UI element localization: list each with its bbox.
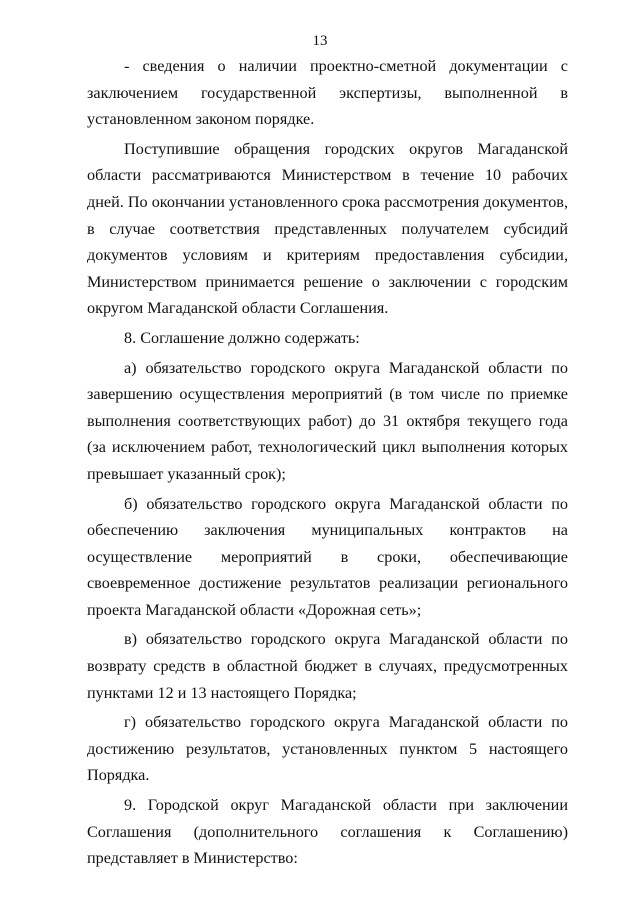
paragraph-section-8-heading: 8. Соглашение должно содержать: bbox=[124, 328, 360, 347]
paragraph-item-v: в) обязательство городского округа Магаданской области по возврату средств в областной бюджет в случаях, предусмотренных пунктами 12 и 13 настоящего Порядка; bbox=[87, 630, 568, 702]
paragraph-item-a: а) обязательство городского округа Магаданской области по завершению осуществления мероприятий (в том числе по приемке выполнения соответствующих работ) до 31 октября текущего года (за исключением работ, технологический цикл выполнения которых превышает указанный срок); bbox=[87, 358, 568, 483]
paragraph-review-procedure: Поступившие обращения городских округов Магаданской области рассматриваются Министерством в течение 10 рабочих дней. По окончании установленного срока рассмотрения документов, в случае соответствия представленных получателем субсидий документов условиям и критериям предоставления субсидии, Министерством принимается решение о заключении с городским округом Магаданской области Соглашения. bbox=[87, 139, 568, 318]
paragraph-item-b: б) обязательство городского округа Магаданской области по обеспечению заключения муниципальных контрактов на осуществление мероприятий в сроки, обеспечивающие своевременное достижение результатов реализации регионального проекта Магаданской области «Дорожная сеть»; bbox=[87, 494, 568, 619]
page-number: 13 bbox=[312, 33, 328, 49]
paragraph-section-9: 9. Городской округ Магаданской области при заключении Соглашения (дополнительного соглашения к Соглашению) представляет в Министерство: bbox=[87, 796, 568, 868]
paragraph-item-g: г) обязательство городского округа Магаданской области по достижению результатов, установленных пунктом 5 настоящего Порядка. bbox=[87, 713, 568, 785]
document-body bbox=[87, 53, 568, 875]
paragraph-documentation-info: - сведения о наличии проектно-сметной документации с заключением государственной экспертизы, выполненной в установленном законом порядке. bbox=[87, 57, 568, 129]
